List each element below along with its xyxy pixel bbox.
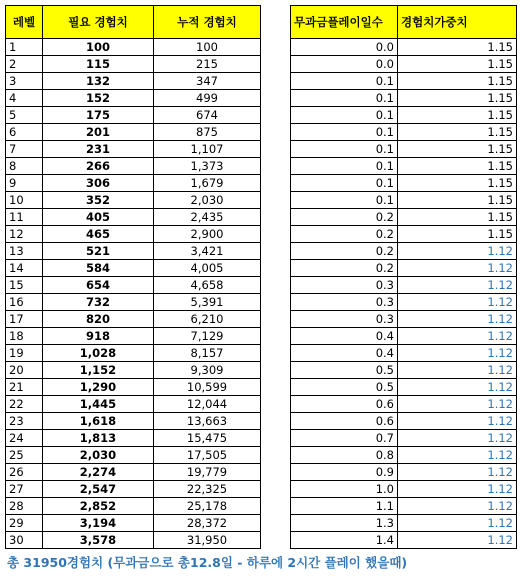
play-days-cell: 0.3: [291, 277, 398, 294]
table-row: [291, 90, 517, 107]
table-row: [6, 209, 261, 226]
table-row: [291, 396, 517, 413]
table-row: [291, 226, 517, 243]
required-exp-cell: 1,813: [43, 430, 154, 447]
level-experience-table: [5, 5, 261, 549]
table-row: [6, 447, 261, 464]
level-cell: 27: [6, 481, 43, 498]
exp-weight-cell: 1.15: [398, 192, 517, 209]
play-days-cell: 0.1: [291, 124, 398, 141]
required-exp-cell: 352: [43, 192, 154, 209]
table-row: [6, 260, 261, 277]
required-exp-cell: 820: [43, 311, 154, 328]
cumulative-exp-cell: 5,391: [154, 294, 261, 311]
play-days-cell: 0.0: [291, 39, 398, 56]
play-days-cell: 0.6: [291, 396, 398, 413]
required-exp-cell: 152: [43, 90, 154, 107]
cumulative-exp-cell: 12,044: [154, 396, 261, 413]
table-row: [6, 175, 261, 192]
level-cell: 13: [6, 243, 43, 260]
table-row: [6, 311, 261, 328]
level-cell: 20: [6, 362, 43, 379]
table-row: [291, 192, 517, 209]
table-row: [6, 124, 261, 141]
play-days-cell: 0.3: [291, 294, 398, 311]
table-row: [291, 447, 517, 464]
cumulative-exp-cell: 9,309: [154, 362, 261, 379]
exp-weight-cell: 1.12: [398, 243, 517, 260]
exp-weight-cell: 1.12: [398, 311, 517, 328]
play-days-cell: 0.1: [291, 90, 398, 107]
exp-weight-cell: 1.12: [398, 396, 517, 413]
play-days-cell: 0.8: [291, 447, 398, 464]
table-row: [291, 430, 517, 447]
cumulative-exp-cell: 31,950: [154, 532, 261, 549]
table-row: [6, 39, 261, 56]
cumulative-exp-cell: 4,005: [154, 260, 261, 277]
level-cell: 24: [6, 430, 43, 447]
required-exp-cell: 306: [43, 175, 154, 192]
table-row: [291, 362, 517, 379]
exp-weight-cell: 1.15: [398, 107, 517, 124]
table-row: [291, 124, 517, 141]
exp-weight-cell: 1.12: [398, 481, 517, 498]
cumulative-exp-cell: 19,779: [154, 464, 261, 481]
header-exp-weight: 경험치가중치: [398, 6, 517, 39]
level-cell: 10: [6, 192, 43, 209]
table-row: [6, 362, 261, 379]
header-row: [291, 6, 517, 39]
exp-weight-cell: 1.12: [398, 498, 517, 515]
table-row: [6, 396, 261, 413]
table-row: [6, 345, 261, 362]
required-exp-cell: 2,274: [43, 464, 154, 481]
table-row: [291, 209, 517, 226]
table-row: [6, 56, 261, 73]
table-row: [6, 226, 261, 243]
cumulative-exp-cell: 1,373: [154, 158, 261, 175]
cumulative-exp-cell: 28,372: [154, 515, 261, 532]
header-free-play-days: 무과금플레이일수: [291, 6, 398, 39]
table-row: [291, 175, 517, 192]
cumulative-exp-cell: 10,599: [154, 379, 261, 396]
play-days-cell: 0.1: [291, 192, 398, 209]
exp-weight-cell: 1.12: [398, 294, 517, 311]
exp-weight-cell: 1.12: [398, 260, 517, 277]
exp-weight-cell: 1.12: [398, 430, 517, 447]
required-exp-cell: 1,290: [43, 379, 154, 396]
cumulative-exp-cell: 2,030: [154, 192, 261, 209]
play-days-cell: 0.0: [291, 56, 398, 73]
cumulative-exp-cell: 3,421: [154, 243, 261, 260]
level-cell: 19: [6, 345, 43, 362]
level-cell: 23: [6, 413, 43, 430]
cumulative-exp-cell: 1,107: [154, 141, 261, 158]
play-days-cell: 0.9: [291, 464, 398, 481]
required-exp-cell: 2,852: [43, 498, 154, 515]
level-cell: 14: [6, 260, 43, 277]
table-row: [291, 328, 517, 345]
required-exp-cell: 3,578: [43, 532, 154, 549]
exp-weight-cell: 1.15: [398, 39, 517, 56]
level-cell: 11: [6, 209, 43, 226]
level-cell: 17: [6, 311, 43, 328]
table-row: [6, 141, 261, 158]
required-exp-cell: 1,618: [43, 413, 154, 430]
required-exp-cell: 231: [43, 141, 154, 158]
play-days-cell: 0.2: [291, 226, 398, 243]
level-cell: 8: [6, 158, 43, 175]
cumulative-exp-cell: 347: [154, 73, 261, 90]
cumulative-exp-cell: 674: [154, 107, 261, 124]
table-row: [6, 90, 261, 107]
table-row: [291, 464, 517, 481]
exp-weight-cell: 1.15: [398, 226, 517, 243]
cumulative-exp-cell: 499: [154, 90, 261, 107]
exp-weight-cell: 1.15: [398, 90, 517, 107]
exp-weight-cell: 1.12: [398, 277, 517, 294]
play-days-cell: 0.1: [291, 175, 398, 192]
table-row: [291, 532, 517, 549]
exp-weight-cell: 1.15: [398, 141, 517, 158]
level-cell: 1: [6, 39, 43, 56]
cumulative-exp-cell: 6,210: [154, 311, 261, 328]
required-exp-cell: 918: [43, 328, 154, 345]
cumulative-exp-cell: 8,157: [154, 345, 261, 362]
table-row: [291, 39, 517, 56]
play-days-cell: 0.5: [291, 362, 398, 379]
required-exp-cell: 732: [43, 294, 154, 311]
table-row: [6, 464, 261, 481]
required-exp-cell: 201: [43, 124, 154, 141]
summary-note: 총 31950경험치 (무과금으로 총12.8일 - 하루에 2시간 플레이 했을때): [7, 555, 408, 570]
table-row: [6, 532, 261, 549]
play-days-cell: 1.4: [291, 532, 398, 549]
table-row: [291, 413, 517, 430]
level-cell: 7: [6, 141, 43, 158]
play-days-cell: 0.2: [291, 209, 398, 226]
exp-weight-cell: 1.12: [398, 379, 517, 396]
table-row: [291, 379, 517, 396]
play-days-cell: 1.3: [291, 515, 398, 532]
cumulative-exp-cell: 4,658: [154, 277, 261, 294]
table-row: [6, 73, 261, 90]
cumulative-exp-cell: 215: [154, 56, 261, 73]
level-cell: 15: [6, 277, 43, 294]
required-exp-cell: 521: [43, 243, 154, 260]
table-row: [291, 107, 517, 124]
table-row: [6, 294, 261, 311]
cumulative-exp-cell: 2,435: [154, 209, 261, 226]
level-cell: 16: [6, 294, 43, 311]
cumulative-exp-cell: 15,475: [154, 430, 261, 447]
exp-weight-cell: 1.12: [398, 532, 517, 549]
level-cell: 25: [6, 447, 43, 464]
exp-weight-cell: 1.12: [398, 328, 517, 345]
table-row: [291, 243, 517, 260]
play-days-cell: 0.1: [291, 107, 398, 124]
table-row: [291, 498, 517, 515]
required-exp-cell: 405: [43, 209, 154, 226]
play-days-cell: 0.1: [291, 141, 398, 158]
table-row: [6, 498, 261, 515]
header-required-exp: 필요 경험치: [43, 6, 154, 39]
table-row: [291, 56, 517, 73]
exp-weight-cell: 1.15: [398, 175, 517, 192]
table-row: [6, 277, 261, 294]
required-exp-cell: 3,194: [43, 515, 154, 532]
cumulative-exp-cell: 1,679: [154, 175, 261, 192]
cumulative-exp-cell: 875: [154, 124, 261, 141]
table-row: [291, 515, 517, 532]
level-cell: 22: [6, 396, 43, 413]
table-row: [291, 141, 517, 158]
table-row: [6, 243, 261, 260]
exp-weight-cell: 1.15: [398, 56, 517, 73]
cumulative-exp-cell: 22,325: [154, 481, 261, 498]
required-exp-cell: 654: [43, 277, 154, 294]
exp-weight-cell: 1.12: [398, 464, 517, 481]
table-row: [291, 311, 517, 328]
required-exp-cell: 100: [43, 39, 154, 56]
cumulative-exp-cell: 7,129: [154, 328, 261, 345]
table-row: [291, 294, 517, 311]
play-days-cell: 0.1: [291, 73, 398, 90]
table-row: [291, 73, 517, 90]
table-row: [6, 192, 261, 209]
table-row: [6, 158, 261, 175]
required-exp-cell: 465: [43, 226, 154, 243]
play-days-weight-table: [290, 5, 517, 549]
play-days-cell: 0.2: [291, 243, 398, 260]
play-days-cell: 0.4: [291, 328, 398, 345]
table-row: [291, 277, 517, 294]
level-cell: 3: [6, 73, 43, 90]
exp-weight-cell: 1.15: [398, 158, 517, 175]
exp-weight-cell: 1.12: [398, 515, 517, 532]
level-cell: 2: [6, 56, 43, 73]
table-row: [291, 260, 517, 277]
required-exp-cell: 1,028: [43, 345, 154, 362]
table-row: [6, 515, 261, 532]
table-row: [6, 379, 261, 396]
play-days-cell: 0.1: [291, 158, 398, 175]
level-cell: 30: [6, 532, 43, 549]
exp-weight-cell: 1.15: [398, 124, 517, 141]
required-exp-cell: 266: [43, 158, 154, 175]
play-days-cell: 0.2: [291, 260, 398, 277]
level-cell: 18: [6, 328, 43, 345]
level-cell: 12: [6, 226, 43, 243]
table-row: [291, 345, 517, 362]
header-cumulative-exp: 누적 경험치: [154, 6, 261, 39]
required-exp-cell: 1,152: [43, 362, 154, 379]
required-exp-cell: 2,030: [43, 447, 154, 464]
level-cell: 29: [6, 515, 43, 532]
required-exp-cell: 2,547: [43, 481, 154, 498]
cumulative-exp-cell: 13,663: [154, 413, 261, 430]
level-cell: 28: [6, 498, 43, 515]
exp-weight-cell: 1.12: [398, 447, 517, 464]
table-row: [291, 158, 517, 175]
play-days-cell: 1.0: [291, 481, 398, 498]
exp-weight-cell: 1.12: [398, 362, 517, 379]
table-row: [6, 413, 261, 430]
required-exp-cell: 175: [43, 107, 154, 124]
play-days-cell: 1.1: [291, 498, 398, 515]
table-row: [6, 481, 261, 498]
required-exp-cell: 1,445: [43, 396, 154, 413]
cumulative-exp-cell: 17,505: [154, 447, 261, 464]
play-days-cell: 0.3: [291, 311, 398, 328]
table-row: [6, 107, 261, 124]
header-level: 레벨: [6, 6, 43, 39]
play-days-cell: 0.4: [291, 345, 398, 362]
level-cell: 5: [6, 107, 43, 124]
cumulative-exp-cell: 25,178: [154, 498, 261, 515]
play-days-cell: 0.5: [291, 379, 398, 396]
level-cell: 6: [6, 124, 43, 141]
table-row: [6, 328, 261, 345]
required-exp-cell: 584: [43, 260, 154, 277]
table-row: [6, 430, 261, 447]
required-exp-cell: 115: [43, 56, 154, 73]
level-cell: 21: [6, 379, 43, 396]
exp-weight-cell: 1.15: [398, 73, 517, 90]
exp-weight-cell: 1.12: [398, 345, 517, 362]
play-days-cell: 0.6: [291, 413, 398, 430]
exp-weight-cell: 1.15: [398, 209, 517, 226]
exp-weight-cell: 1.12: [398, 413, 517, 430]
level-cell: 4: [6, 90, 43, 107]
level-cell: 26: [6, 464, 43, 481]
required-exp-cell: 132: [43, 73, 154, 90]
table-row: [291, 481, 517, 498]
level-cell: 9: [6, 175, 43, 192]
header-row: [6, 6, 261, 39]
play-days-cell: 0.7: [291, 430, 398, 447]
cumulative-exp-cell: 2,900: [154, 226, 261, 243]
cumulative-exp-cell: 100: [154, 39, 261, 56]
